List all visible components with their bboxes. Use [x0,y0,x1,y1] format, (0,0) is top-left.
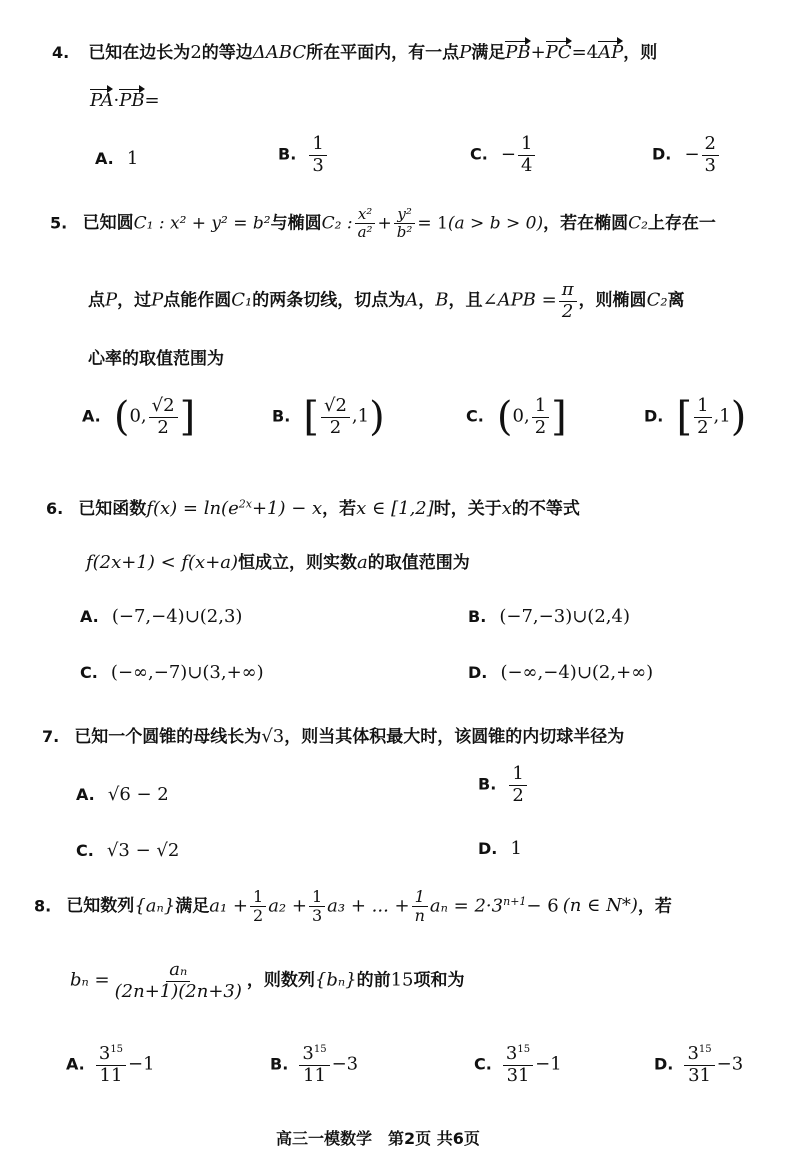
q4-text: ，则 [623,43,658,63]
open-bracket: ( [496,394,513,441]
denominator: 11 [99,1064,123,1086]
bn-fraction [112,960,245,1002]
fraction-third [309,888,325,926]
option-tail: −1 [535,1053,562,1075]
power-base: 3 [302,1043,314,1064]
option-label: C. [470,144,488,164]
minus-sign: − [500,143,517,165]
denominator: n [414,906,425,926]
q8-option-b[interactable] [270,1044,358,1086]
numerator: 1 [412,888,428,907]
q5-text: ， [418,290,436,311]
option-fraction [684,1044,714,1086]
q8-text: 已知数列 [66,896,135,917]
page-footer: 高三一模数学 第2页 共6页 [276,1129,480,1148]
interval-left: 0, [512,405,530,427]
variable-a: a [357,552,368,573]
vector-ap: AP [598,42,624,63]
option-tail: −3 [331,1053,359,1075]
question-number: 6. [46,499,64,518]
q6-text: 恒成立，则实数 [238,553,358,573]
question-number: 4. [52,43,70,62]
option-value: √6 − 2 [107,784,169,805]
q5-text: 与椭圆 [270,213,322,234]
plus-sign: + [530,42,546,63]
power-base: 3 [687,1043,699,1064]
q5-option-b[interactable] [272,394,385,441]
interval-left: 0, [129,405,147,427]
numerator: 1 [532,396,549,418]
denominator: 2 [697,416,709,438]
q6-option-d[interactable] [468,662,653,683]
option-value: (−7,−3)∪(2,4) [499,606,630,627]
sum-expression: a₃ + ... + [327,895,410,917]
question-number: 7. [42,727,60,746]
q4-point: P [459,42,472,63]
option-label: D. [468,663,488,682]
ellipse-x-term [355,206,376,242]
option-fraction [96,1044,126,1086]
q4-text: 的等边 [201,43,253,63]
q5-text: ，则椭圆 [578,290,647,311]
option-value: 1 [126,148,139,169]
q4-option-b[interactable] [278,134,329,176]
vector-pb: PB [119,90,145,111]
domain-condition: x ∈ [1,2] [356,498,434,519]
option-fraction [694,396,711,438]
q4-option-d[interactable] [652,134,721,176]
option-label: C. [466,406,484,426]
q5-text: 上存在一 [647,213,716,234]
natural-condition: (n ∈ N*) [562,895,638,917]
option-value: 1 [510,838,522,859]
function-definition: f(x) = ln(e [146,498,239,519]
ellipse-y-term [394,206,416,242]
numerator: 2 [702,134,719,156]
q4-option-c[interactable] [470,134,537,176]
q6-text: 的不等式 [511,499,580,519]
power-exponent: 15 [517,1044,531,1055]
close-bracket: ] [551,394,567,441]
question-number: 5. [50,213,68,233]
q4-line2 [90,90,160,111]
q5-text: 点能作圆 [163,290,232,311]
q5-text: 离 [667,290,685,311]
numerator: π [559,280,577,302]
q6-line1 [46,494,580,519]
option-label: B. [468,607,487,626]
q6-text: 时，关于 [433,499,502,519]
option-value: (−7,−4)∪(2,3) [111,606,243,627]
denominator: 4 [521,154,533,176]
minus-sign: − [684,143,700,165]
q6-text: ，若 [322,499,357,519]
q6-option-b[interactable] [468,606,630,627]
numerator: 1 [250,888,266,907]
q5-text: 心率的取值范围为 [88,349,224,369]
q5-option-c[interactable] [466,394,567,441]
sequence-a: {aₙ} [134,895,176,917]
power-exponent: 15 [698,1044,712,1055]
option-label: B. [278,144,297,164]
option-label: C. [474,1054,492,1074]
q5-text: 的两条切线，切点为 [252,290,406,311]
interval-right: ,1 [351,405,370,427]
denominator: a² [357,223,373,242]
interval-right: ,1 [713,405,731,427]
option-fraction [149,396,178,438]
q8-line2 [70,960,465,1002]
option-label: D. [644,406,664,426]
option-value: (−∞,−7)∪(3,+∞) [110,662,264,683]
coefficient: 4 [586,42,599,63]
power-base: 3 [98,1043,111,1064]
option-fraction [321,396,350,438]
sqrt-three: √3 [261,726,285,747]
option-fraction [299,1044,329,1086]
denominator: 2 [561,300,574,322]
denominator: 11 [303,1064,326,1086]
numerator: 1 [694,396,711,418]
open-bracket: [ [676,394,693,441]
option-value: (−∞,−4)∪(2,+∞) [500,662,654,683]
q4-text: 所在平面内，有一点 [306,43,460,63]
q7-line1 [42,722,624,747]
inequality: f(2x+1) < f(x+a) [86,552,239,573]
fraction-half [250,888,266,926]
dot-product: · [113,90,120,111]
close-bracket: ] [179,394,196,441]
equals-one: = 1 [417,213,448,234]
q7-option-c[interactable] [76,840,179,861]
q5-line3 [88,344,224,369]
numerator: 1 [509,764,526,786]
q6-text: 的取值范围为 [367,553,470,573]
close-bracket: ) [369,394,385,441]
point-p: P [151,289,164,311]
numerator: y² [394,206,415,224]
q5-line2 [88,280,685,322]
sum-expression: a₁ + [209,895,249,917]
vector-pa: PA [90,90,114,111]
option-label: B. [272,406,291,426]
q7-option-b[interactable] [478,764,529,806]
denominator: b² [396,223,413,242]
q7-text: 已知一个圆锥的母线长为 [74,727,262,747]
q7-option-d[interactable] [478,838,522,859]
denominator: 3 [312,154,324,176]
option-fraction [702,134,719,176]
option-label: B. [478,774,497,794]
fraction-one-over-n [412,888,428,926]
numerator: √2 [149,396,178,418]
denominator: 2 [534,416,547,438]
q4-line1 [52,38,657,63]
sum-expression: aₙ = 2·3 [429,895,504,917]
open-bracket: [ [303,394,319,441]
q6-option-c[interactable] [80,662,264,683]
exponent: 2x [238,497,252,511]
denominator: 3 [704,154,716,176]
option-label: A. [82,406,101,426]
q8-line1 [34,888,672,926]
denominator: 2 [157,416,169,438]
numerator: aₙ [166,960,190,982]
q5-text: 点 [88,290,105,311]
numerator: 1 [518,134,535,156]
q6-text: 已知函数 [78,499,147,519]
option-label: D. [478,839,498,858]
denominator: 2 [512,784,524,806]
vector-pb: PB [505,42,531,63]
q5-option-d[interactable] [644,394,747,441]
bn-definition: bₙ = [70,969,110,991]
q5-text: ，若在椭圆 [543,213,629,234]
numerator: √2 [321,396,350,418]
option-tail: −3 [716,1053,744,1075]
numerator: x² [355,206,375,224]
sum-expression: − 6 [526,895,559,917]
question-number: 8. [34,896,52,916]
q5-line1 [50,206,716,242]
q5-text: ，且 [448,290,483,311]
q8-option-a[interactable] [66,1044,155,1086]
denominator: 31 [688,1064,711,1086]
function-definition: +1) − x [251,498,323,519]
q8-text: 满足 [175,896,210,917]
option-fraction [309,134,326,176]
option-label: A. [80,607,99,626]
sum-expression: a₂ + [268,895,307,917]
option-label: A. [66,1054,85,1074]
denominator: 2 [253,906,264,926]
option-fraction [503,1044,533,1086]
q8-text: ，则数列 [246,970,315,991]
close-bracket: ) [730,394,747,441]
q4-text: 满足 [471,43,506,63]
denominator: 2 [329,416,342,438]
q5-text: ，过 [117,290,152,311]
circle-c1-label: C₁ [231,289,253,311]
q4-option-a[interactable] [95,148,138,169]
option-label: A. [95,149,114,168]
ellipse-c2-label: C₂ [628,213,648,234]
plus-sign: + [377,213,392,234]
option-label: D. [654,1054,674,1074]
point-b: B [435,289,449,311]
option-label: C. [80,663,98,682]
q5-option-a[interactable] [82,394,196,441]
denominator: 3 [311,906,323,926]
ellipse-c2-label: C₂ [646,289,668,311]
q7-option-a[interactable] [76,784,169,805]
point-a: A [405,289,419,311]
pi-over-two [559,280,577,322]
q8-option-c[interactable] [474,1044,562,1086]
q7-text: ，则当其体积最大时，该圆锥的内切球半径为 [284,727,625,747]
option-label: C. [76,841,94,860]
term-count: 15 [390,969,414,991]
option-label: B. [270,1054,289,1074]
q8-text: ，若 [637,896,672,917]
q8-option-d[interactable] [654,1044,743,1086]
option-label: A. [76,785,95,804]
option-fraction [518,134,535,176]
power-exponent: 15 [313,1044,327,1055]
q8-text: 项和为 [413,970,465,991]
q5-text: 已知圆 [82,213,134,234]
ellipse-condition: (a > b > 0) [447,213,544,234]
denominator: 31 [506,1064,530,1086]
circle-c1-equation: C₁ : x² + y² = b² [133,213,271,234]
option-value: √3 − √2 [106,840,180,861]
q4-text: 已知在边长为 [88,43,191,63]
angle-apb: ∠APB = [482,289,557,311]
option-fraction [532,396,549,438]
vector-pc: PC [545,42,572,63]
equals-sign: = [571,42,587,63]
q4-side-length: 2 [190,42,202,63]
option-tail: −1 [128,1053,155,1075]
q4-triangle: ΔABC [252,42,307,63]
variable-x: x [501,498,512,519]
numerator: 1 [309,134,326,156]
sequence-b: {bₙ} [314,969,357,991]
option-fraction [509,764,526,806]
power-base: 3 [505,1043,518,1064]
open-bracket: ( [113,394,130,441]
point-p: P [105,289,118,311]
q6-option-a[interactable] [80,606,242,627]
ellipse-c2-label: C₂ : [321,213,353,234]
option-label: D. [652,144,672,164]
q6-line2 [86,548,470,573]
exponent: n+1 [503,895,527,909]
q8-text: 的前 [356,970,391,991]
numerator: 1 [309,888,325,907]
denominator: (2n+1)(2n+3) [114,980,242,1002]
equals-sign: = [144,90,160,111]
power-exponent: 15 [110,1044,124,1055]
